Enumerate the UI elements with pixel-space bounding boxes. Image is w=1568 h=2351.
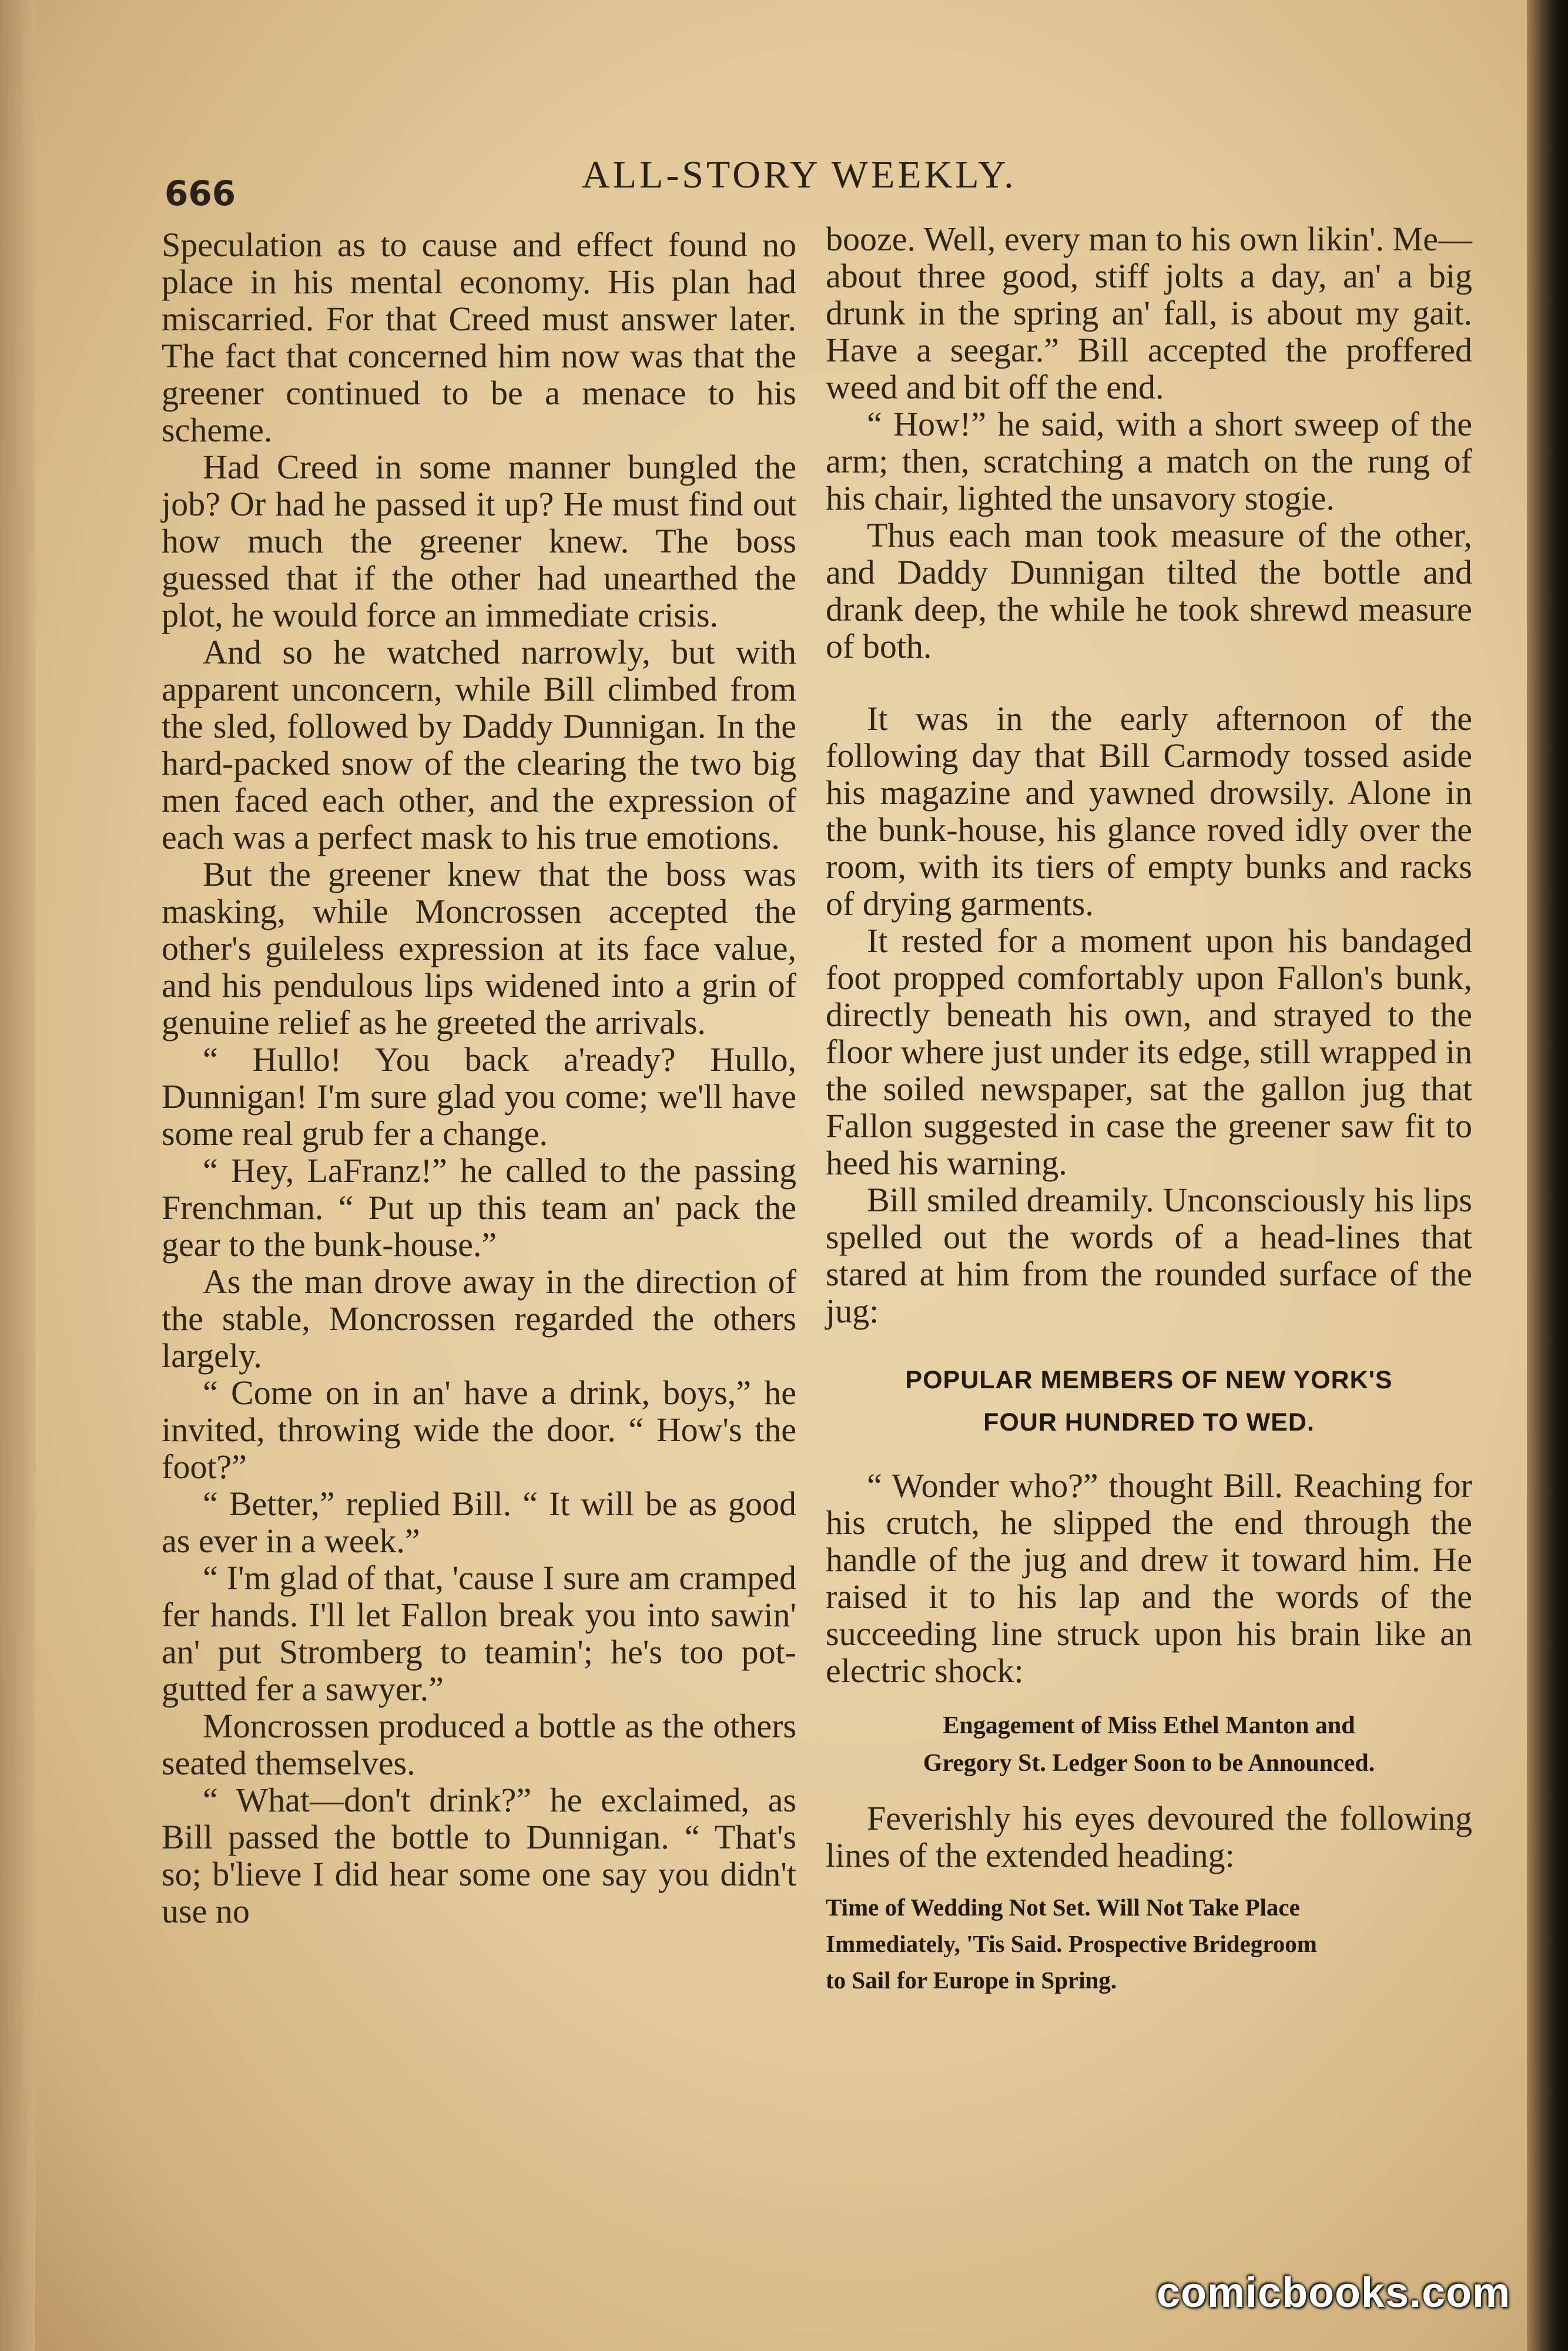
newspaper-extended-heading <box>826 1889 1472 1998</box>
page-header <box>159 150 1452 220</box>
watermark: comicbooks.com <box>1157 2269 1511 2316</box>
page-edge <box>0 0 35 2351</box>
headline-line: POPULAR MEMBERS OF NEW YORK'S <box>905 1366 1393 1394</box>
paragraph: Moncrossen produced a bottle as the others seated themselves. <box>162 1707 796 1782</box>
left-column <box>162 226 796 1930</box>
newspaper-subheading <box>826 1707 1472 1782</box>
paragraph: Had Creed in some manner bungled the job? Or had he passed it up? He must find out how much the greener knew. The boss guessed that if the other had unearthed the plot, he would force an immediate crisis. <box>162 448 796 634</box>
section-break <box>826 665 1472 700</box>
heading-line: to Sail for Europe in Spring. <box>826 1967 1117 1994</box>
paragraph: And so he watched narrowly, but with apparent unconcern, while Bill climbed from the sled, followed by Daddy Dunnigan. In the hard-packed snow of the clearing the two big men faced each other, and the expression of each was a perfect mask to his true emotions. <box>162 633 796 856</box>
heading-line: Immediately, 'Tis Said. Prospective Bridegroom <box>826 1930 1317 1957</box>
headline-line: FOUR HUNDRED TO WED. <box>983 1408 1315 1436</box>
paragraph: Speculation as to cause and effect found no place in his mental economy. His plan had miscarried. For that Creed must answer later. The fact that concerned him now was that the greener continued to be a menace to his scheme. <box>162 226 796 449</box>
paragraph: “ I'm glad of that, 'cause I sure am cramped fer hands. I'll let Fallon break you into sawin' an' put Stromberg to teamin'; he's too pot-gutted fer a sawyer.” <box>162 1559 796 1708</box>
paragraph: As the man drove away in the direction of the stable, Moncrossen regarded the others largely. <box>162 1262 796 1375</box>
paragraph: It rested for a moment upon his bandaged foot propped comfortably upon Fallon's bunk, directly beneath his own, and strayed to the floor where just under its edge, still wrapped in the soiled newspaper, sat the gallon jug that Fallon suggested in case the greener saw fit to heed his warning. <box>826 922 1472 1182</box>
paragraph: But the greener knew that the boss was masking, while Moncrossen accepted the other's guileless expression at its face value, and his pendulous lips widened into a grin of genuine relief as he greeted the arrivals. <box>162 855 796 1041</box>
paragraph: It was in the early afternoon of the following day that Bill Carmody tossed aside his magazine and yawned drowsily. Alone in the bunk-house, his glance roved idly over the room, with its tiers of empty bunks and racks of drying garments. <box>826 699 1472 923</box>
book-spine <box>1527 0 1568 2351</box>
paragraph: “ Come on in an' have a drink, boys,” he invited, throwing wide the door. “ How's the foot?” <box>162 1374 796 1486</box>
page-number: 666 <box>165 173 236 213</box>
paragraph: “ What—don't drink?” he exclaimed, as Bill passed the bottle to Dunnigan. “ That's so; b'lieve I did hear some one say you didn't use no <box>162 1781 796 1930</box>
paragraph: “ Wonder who?” thought Bill. Reaching for his crutch, he slipped the end through the handle of the jug and drew it toward him. He raised it to his lap and the words of the succeeding line struck upon his brain like an electric shock: <box>826 1466 1472 1690</box>
subheading-line: Gregory St. Ledger Soon to be Announced. <box>923 1750 1375 1777</box>
paragraph: Feverishly his eyes devoured the following lines of the extended heading: <box>826 1799 1472 1874</box>
paragraph: “ How!” he said, with a short sweep of the arm; then, scratching a match on the rung of his chair, lighted the unsavory stogie. <box>826 405 1472 517</box>
subheading-line: Engagement of Miss Ethel Manton and <box>943 1712 1355 1739</box>
running-head: ALL-STORY WEEKLY. <box>582 153 1017 196</box>
right-column <box>826 220 1472 1998</box>
paragraph: Thus each man took measure of the other, and Daddy Dunnigan tilted the bottle and drank deep, the while he took shrewd measure of both. <box>826 516 1472 665</box>
paragraph: booze. Well, every man to his own likin'. Me—about three good, stiff jolts a day, an' a big drunk in the spring an' fall, is about my gait. Have a seegar.” Bill accepted the proffered weed and bit off the end. <box>826 220 1472 406</box>
heading-line: Time of Wedding Not Set. Will Not Take Place <box>826 1894 1300 1921</box>
newspaper-headline <box>826 1359 1472 1444</box>
paragraph: Bill smiled dreamily. Unconsciously his lips spelled out the words of a head-lines that stared at him from the rounded surface of the jug: <box>826 1181 1472 1330</box>
paragraph: “ Hey, LaFranz!” he called to the passing Frenchman. “ Put up this team an' pack the gear to the bunk-house.” <box>162 1151 796 1264</box>
paragraph: “ Better,” replied Bill. “ It will be as good as ever in a week.” <box>162 1485 796 1560</box>
paragraph: “ Hullo! You back a'ready? Hullo, Dunnigan! I'm sure glad you come; we'll have some real grub fer a change. <box>162 1040 796 1153</box>
